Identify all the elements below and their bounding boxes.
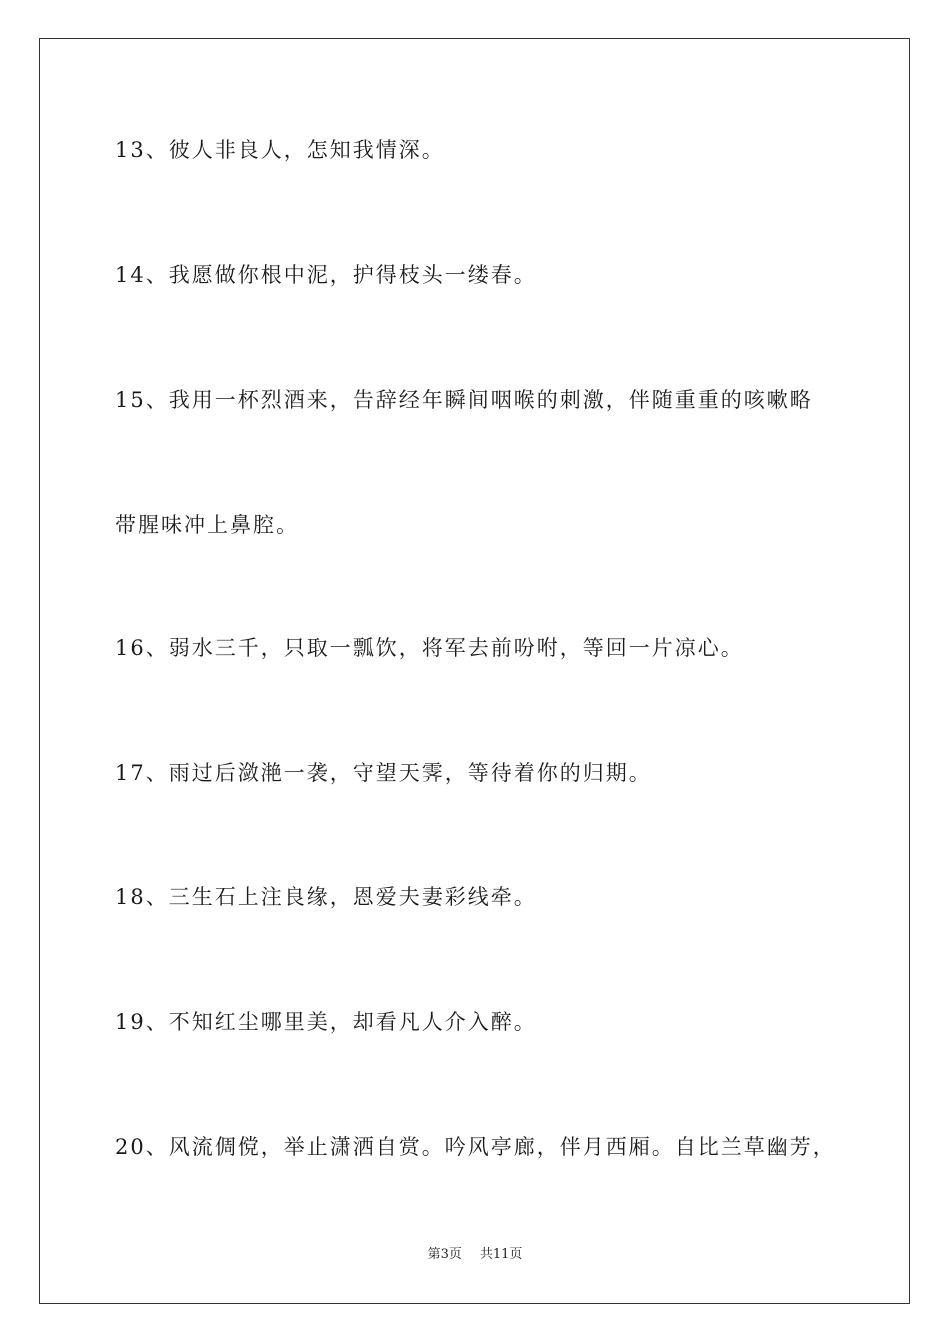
text-line-14: 14、我愿做你根中泥，护得枝头一缕春。	[115, 263, 537, 287]
page-total: 共11页	[479, 1247, 523, 1262]
text-line-19: 19、不知红尘哪里美，却看凡人介入醉。	[115, 1010, 537, 1034]
page-number: 第3页	[427, 1247, 462, 1262]
page-border	[39, 38, 910, 1304]
page-footer	[0, 1246, 950, 1264]
text-line-16: 16、弱水三千，只取一瓢饮，将军去前吩咐，等回一片凉心。	[115, 636, 744, 660]
text-line-13: 13、彼人非良人，怎知我情深。	[115, 138, 445, 162]
text-line-15-continued: 带腥味冲上鼻腔。	[115, 513, 299, 537]
text-line-17: 17、雨过后潋滟一袭，守望天霁，等待着你的归期。	[115, 761, 652, 785]
text-line-18: 18、三生石上注良缘，恩爱夫妻彩线牵。	[115, 885, 537, 909]
text-line-20: 20、风流倜傥，举止潇洒自赏。吟风亭廊，伴月西厢。自比兰草幽芳，	[115, 1135, 836, 1159]
text-line-15: 15、我用一杯烈酒来，告辞经年瞬间咽喉的刺激，伴随重重的咳嗽略	[115, 388, 813, 412]
